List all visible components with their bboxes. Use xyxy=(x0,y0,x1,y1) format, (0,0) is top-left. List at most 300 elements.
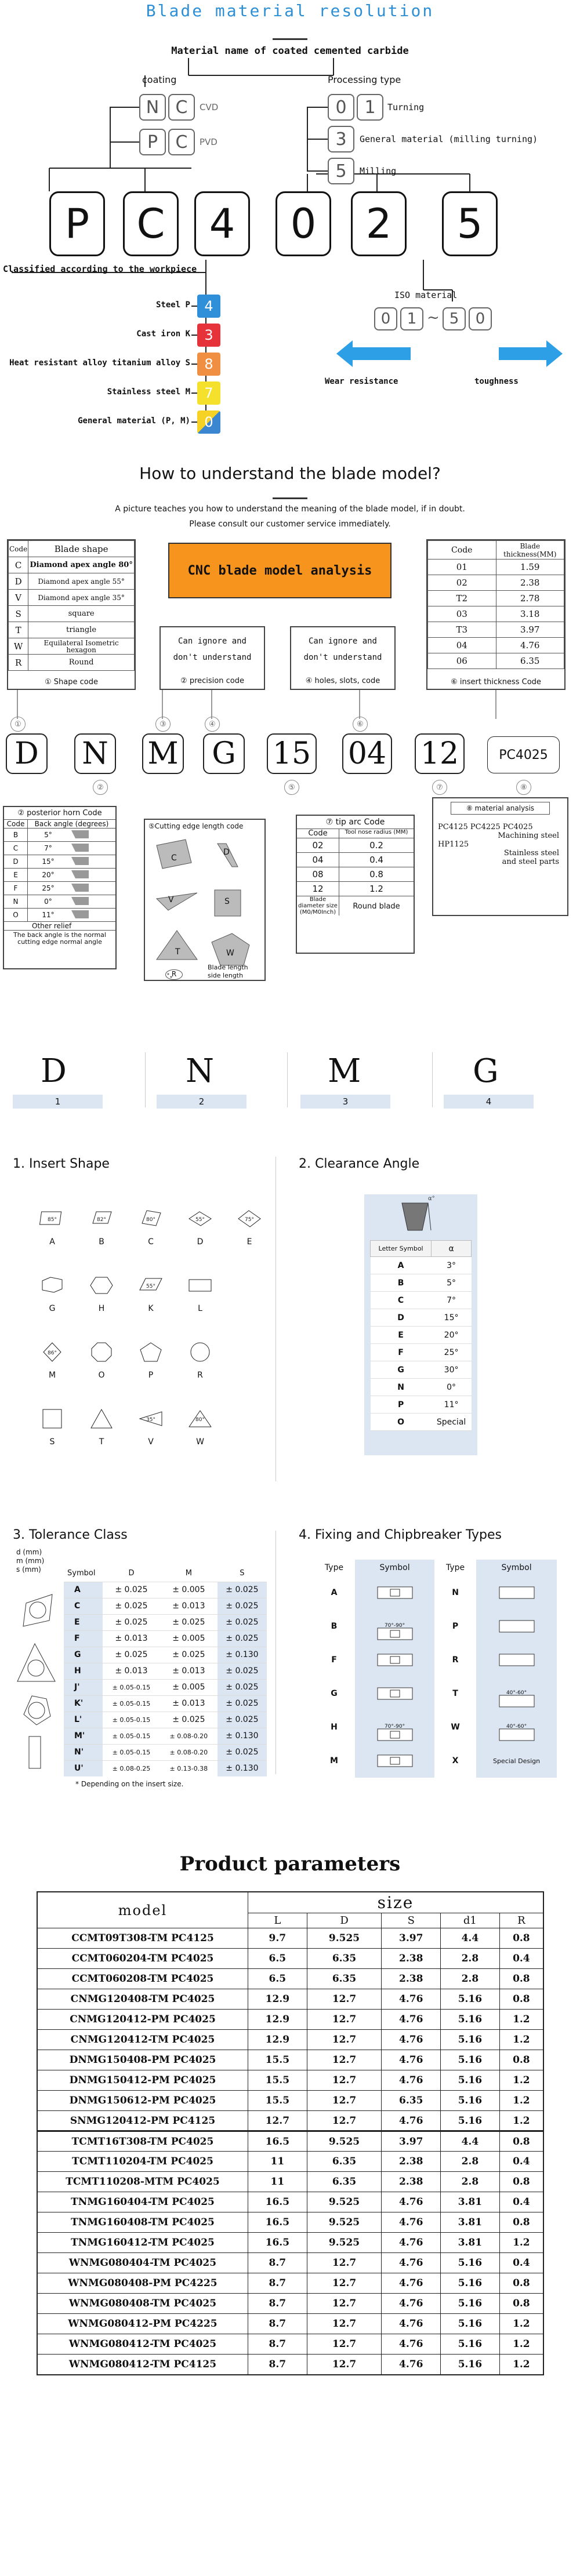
clearance-row xyxy=(371,1327,472,1344)
params-value: 5.16 xyxy=(441,2273,500,2294)
shape-desc: triangle xyxy=(28,622,135,638)
iso-box-1: 1 xyxy=(400,307,423,330)
relief-row xyxy=(4,829,115,842)
tol-val: ± 0.025 xyxy=(115,1618,148,1627)
material-line1: PC4125 PC4225 PC4025 xyxy=(438,823,533,831)
params-model: CCMT060204-TM PC4025 xyxy=(37,1949,248,1969)
material-title: ⑧ material analysis xyxy=(451,802,550,815)
params-model: TNMG160408-TM PC4025 xyxy=(37,2212,248,2233)
tol-sym: J' xyxy=(64,1679,103,1695)
params-value: 2.8 xyxy=(441,1969,500,1989)
params-value: 4.4 xyxy=(441,1928,500,1949)
tip-row xyxy=(297,838,414,853)
tol-val: ± 0.025 xyxy=(172,1650,205,1659)
params-value: 3.81 xyxy=(441,2192,500,2212)
clearance-sym: A xyxy=(371,1257,432,1274)
relief-h-angle: Back angle (degrees) xyxy=(34,820,109,828)
tolerance-row xyxy=(64,1744,267,1760)
understand-underline xyxy=(273,497,307,499)
params-value: 6.35 xyxy=(382,2091,441,2111)
processing-label: Processing type xyxy=(328,74,401,85)
tip-arc-table xyxy=(296,815,415,954)
tol-val: ± 0.130 xyxy=(217,1760,267,1776)
thick-val: 6.35 xyxy=(496,653,564,669)
insert-shape-code: C xyxy=(148,1237,154,1247)
params-model: DNMG150612-PM PC4025 xyxy=(37,2091,248,2111)
tol-val: ± 0.013 xyxy=(172,1601,205,1611)
clearance-h-sym: Letter Symbol xyxy=(371,1241,432,1257)
dnmg-divider-3 xyxy=(432,1052,433,1107)
params-value: 15.5 xyxy=(248,2091,307,2111)
params-value: 12.7 xyxy=(307,2030,382,2050)
insert-shape-code: O xyxy=(98,1371,105,1380)
svg-text:55°: 55° xyxy=(195,1217,205,1223)
clearance-row xyxy=(371,1292,472,1309)
fix-symbol2-icon xyxy=(476,1643,557,1677)
params-value: 12.7 xyxy=(307,2253,382,2273)
clearance-sym: G xyxy=(371,1361,432,1379)
insert-shape-item xyxy=(130,1406,171,1452)
insert-shape-icon xyxy=(229,1206,270,1234)
insert-shape-icon xyxy=(180,1206,220,1234)
params-value: 4.76 xyxy=(382,2111,441,2131)
big-letter-c: C xyxy=(123,191,179,256)
params-value: 12.7 xyxy=(307,2314,382,2334)
relief-code: N xyxy=(4,895,28,908)
tol-h-d: D xyxy=(128,1569,135,1578)
params-row xyxy=(37,2233,543,2253)
params-value: 16.5 xyxy=(248,2192,307,2212)
thick-val: 1.59 xyxy=(496,559,564,575)
model-code-d: D xyxy=(6,733,48,774)
params-value: 1.2 xyxy=(499,2070,543,2091)
insert-shape-title: 1. Insert Shape xyxy=(13,1157,110,1171)
params-row xyxy=(37,2050,543,2070)
model-code-15: 15 xyxy=(267,733,317,774)
params-value: 0.8 xyxy=(499,1989,543,2010)
shape-desc: Equilateral Isometric hexagon xyxy=(28,638,135,655)
params-value: 12.7 xyxy=(307,2273,382,2294)
relief-angle: 20° xyxy=(42,871,55,879)
svg-text:35°: 35° xyxy=(146,1417,155,1423)
thick-val: 2.38 xyxy=(496,575,564,591)
wear-resistance-label: Wear resistance xyxy=(325,377,398,386)
fix-symbol-icon xyxy=(355,1677,434,1710)
tol-h-sym: Symbol xyxy=(67,1569,96,1578)
shape-desc: square xyxy=(28,606,135,622)
params-value: 8.7 xyxy=(248,2314,307,2334)
iso-box-0: 0 xyxy=(374,307,397,330)
clearance-angle: 0° xyxy=(432,1379,472,1396)
params-value: 5.16 xyxy=(441,2253,500,2273)
params-model: DNMG150408-PM PC4025 xyxy=(37,2050,248,2070)
relief-wedge-icon xyxy=(68,895,115,908)
precision-code-box xyxy=(160,626,265,690)
params-col-header: R xyxy=(499,1913,543,1928)
proc-general: General material (milling turning) xyxy=(360,134,538,144)
coating-label: coating xyxy=(142,74,177,85)
params-model: CCMT09T308-TM PC4125 xyxy=(37,1928,248,1949)
insert-shape-code: A xyxy=(49,1237,55,1247)
params-model: WNMG080408-PM PC4225 xyxy=(37,2273,248,2294)
clearance-row xyxy=(371,1414,472,1431)
relief-row xyxy=(4,842,115,855)
workpiece-steel-label: Steel P xyxy=(155,300,190,310)
fix-type2: N xyxy=(452,1588,459,1597)
params-value: 2.38 xyxy=(382,2172,441,2192)
fix-symbol2-icon xyxy=(476,1710,557,1744)
tol-val: ± 0.025 xyxy=(217,1598,267,1614)
insert-shape-code: K xyxy=(148,1304,154,1313)
coating-letter-p: P xyxy=(139,129,166,155)
params-value: 12.7 xyxy=(307,1989,382,2010)
tip-row xyxy=(297,882,414,896)
fix-type2: W xyxy=(451,1723,460,1732)
relief-angle: 0° xyxy=(44,898,52,906)
fix-symbol-icon xyxy=(355,1710,434,1744)
clearance-sym: P xyxy=(371,1396,432,1414)
params-value: 0.8 xyxy=(499,2273,543,2294)
clearance-angle: 3° xyxy=(432,1257,472,1274)
material-line5: and steel parts xyxy=(502,858,559,866)
tolerance-row xyxy=(64,1630,267,1647)
params-value: 4.76 xyxy=(382,2010,441,2030)
fixing-row xyxy=(313,1576,557,1609)
dnmg-num-3: 3 xyxy=(300,1095,390,1109)
tolerance-row xyxy=(64,1695,267,1712)
shape-code: D xyxy=(9,573,28,590)
insert-shape-icon xyxy=(81,1339,122,1367)
clearance-row xyxy=(371,1344,472,1361)
resolution-title: Blade material resolution xyxy=(146,1,434,20)
tolerance-row xyxy=(64,1760,267,1776)
params-model: SNMG120412-PM PC4125 xyxy=(37,2111,248,2131)
svg-text:55°: 55° xyxy=(146,1284,155,1289)
params-value: 12.9 xyxy=(248,2010,307,2030)
thick-code: 03 xyxy=(428,606,496,622)
dnmg-n: N xyxy=(186,1052,214,1090)
insert-shape-icon xyxy=(32,1273,72,1300)
params-value: 5.16 xyxy=(441,2070,500,2091)
insert-shape-item xyxy=(32,1206,72,1252)
understand-title: How to understand the blade model? xyxy=(139,464,441,483)
proc-num-0: 0 xyxy=(328,94,354,121)
params-model: TNMG160412-TM PC4025 xyxy=(37,2233,248,2253)
tol-val: ± 0.025 xyxy=(217,1663,267,1679)
cnc-analysis-banner xyxy=(168,543,392,598)
shape-code: S xyxy=(9,606,28,622)
params-h-size: size xyxy=(248,1892,544,1913)
insert-shape-code: M xyxy=(48,1371,56,1380)
fix-h-type2: Type xyxy=(445,1563,465,1572)
fix-type: H xyxy=(331,1723,338,1732)
thick-code: T3 xyxy=(428,622,496,638)
tol-val: ± 0.013 xyxy=(115,1666,148,1676)
fixing-row xyxy=(313,1643,557,1677)
fix-special: Special Design xyxy=(492,1757,541,1765)
model-code-04: 04 xyxy=(342,733,392,774)
relief-wedge-icon xyxy=(68,882,115,895)
shape-desc: Diamond apex angle 80° xyxy=(28,557,135,573)
params-value: 5.16 xyxy=(441,2111,500,2131)
big-letter-p: P xyxy=(49,191,105,256)
relief-row xyxy=(4,882,115,895)
shape-code: V xyxy=(9,590,28,606)
edge-label-v: V xyxy=(168,895,174,904)
relief-angle: 7° xyxy=(44,844,52,852)
params-value: 4.76 xyxy=(382,2050,441,2070)
tip-radius: 0.2 xyxy=(369,840,383,851)
params-value: 12.7 xyxy=(307,2070,382,2091)
material-line2: Machining steel xyxy=(498,831,559,840)
tolerance-diagrams-icon xyxy=(9,1580,61,1771)
tol-sym: K' xyxy=(64,1695,103,1712)
workpiece-stainless-label: Stainless steel M xyxy=(107,387,190,397)
params-h-model: model xyxy=(37,1892,248,1928)
model-code-n: N xyxy=(74,733,116,774)
iso-material-label: ISO material xyxy=(394,290,458,300)
clearance-angle-icon xyxy=(364,1194,477,1238)
edge-shapes-icon xyxy=(145,835,264,980)
params-value: 5.16 xyxy=(441,2010,500,2030)
shape-caption: ① Shape code xyxy=(45,678,98,686)
params-value: 12.7 xyxy=(307,2294,382,2314)
fix-h-symbol2: Symbol xyxy=(476,1560,557,1576)
workpiece-general-code: 0 xyxy=(197,410,220,434)
fix-symbol-icon xyxy=(355,1744,434,1778)
model-code-12: 12 xyxy=(415,733,465,774)
insert-shape-code: G xyxy=(49,1304,56,1313)
relief-row xyxy=(4,855,115,869)
thick-code: 06 xyxy=(428,653,496,669)
big-letter-0: 0 xyxy=(276,191,331,256)
clearance-sym: E xyxy=(371,1327,432,1344)
tol-val: ± 0.05-0.15 xyxy=(112,1716,151,1724)
fix-symbol-icon xyxy=(355,1609,434,1643)
toughness-label: toughness xyxy=(474,377,519,386)
clearance-sym: B xyxy=(371,1274,432,1292)
fix-symbol2-note: 40°-60° xyxy=(506,1690,527,1696)
relief-wedge-icon xyxy=(68,909,115,921)
params-value: 0.4 xyxy=(499,2192,543,2212)
clearance-angle: 30° xyxy=(432,1361,472,1379)
insert-shape-item xyxy=(32,1406,72,1452)
model-code-m: M xyxy=(142,733,184,774)
tol-val: ± 0.08-0.20 xyxy=(169,1748,208,1756)
params-value: 3.81 xyxy=(441,2212,500,2233)
fix-type: B xyxy=(331,1622,338,1631)
clearance-sym: O xyxy=(371,1414,432,1431)
tip-code: 02 xyxy=(297,838,339,852)
fix-symbol2-icon xyxy=(476,1609,557,1643)
params-model: CNMG120412-TM PC4025 xyxy=(37,2030,248,2050)
marker-6: ⑥ xyxy=(353,717,368,732)
insert-shape-item xyxy=(130,1339,171,1386)
tolerance-row xyxy=(64,1647,267,1663)
insert-shape-code: L xyxy=(198,1304,202,1313)
clearance-title: 2. Clearance Angle xyxy=(299,1157,420,1171)
params-value: 16.5 xyxy=(248,2212,307,2233)
thick-h-code: Code xyxy=(428,541,496,559)
params-value: 11 xyxy=(248,2152,307,2172)
params-row xyxy=(37,2172,543,2192)
tolerance-row xyxy=(64,1598,267,1614)
insert-shape-code: H xyxy=(98,1304,105,1313)
clearance-row xyxy=(371,1274,472,1292)
tolerance-legend xyxy=(16,1548,44,1574)
pvd-label: PVD xyxy=(200,137,217,147)
params-value: 4.76 xyxy=(382,2355,441,2375)
material-analysis-box xyxy=(432,797,568,916)
tol-h-m: M xyxy=(185,1569,192,1578)
workpiece-heat-label: Heat resistant alloy titanium alloy S xyxy=(9,358,190,368)
tol-val: ± 0.005 xyxy=(172,1585,205,1594)
workpiece-general-label: General material (P, M) xyxy=(78,416,190,426)
dnmg-num-1: 1 xyxy=(13,1095,103,1109)
params-value: 16.5 xyxy=(248,2233,307,2253)
params-row xyxy=(37,1989,543,2010)
params-model: CNMG120408-TM PC4025 xyxy=(37,1989,248,2010)
params-value: 11 xyxy=(248,2172,307,2192)
fixing-panel xyxy=(313,1560,557,1778)
clearance-angle: Special xyxy=(432,1414,472,1431)
tol-sym: L' xyxy=(64,1712,103,1728)
cnc-analysis-label: CNC blade model analysis xyxy=(187,563,372,578)
fix-type: G xyxy=(331,1689,338,1698)
workpiece-cast-iron-code: 3 xyxy=(197,324,220,347)
relief-row xyxy=(4,869,115,882)
dnmg-d: D xyxy=(41,1052,67,1090)
coating-letter-c2: C xyxy=(168,129,195,155)
params-value: 4.76 xyxy=(382,2273,441,2294)
thick-code: T2 xyxy=(428,591,496,606)
coating-letter-n: N xyxy=(139,94,166,121)
tol-sym: F xyxy=(64,1630,103,1647)
tol-sym: G xyxy=(64,1647,103,1663)
params-row xyxy=(37,2030,543,2050)
clearance-row xyxy=(371,1309,472,1327)
params-value: 8.7 xyxy=(248,2253,307,2273)
params-value: 4.76 xyxy=(382,2192,441,2212)
params-value: 6.5 xyxy=(248,1969,307,1989)
params-value: 12.7 xyxy=(307,2091,382,2111)
params-value: 9.525 xyxy=(307,2233,382,2253)
params-value: 3.97 xyxy=(382,2131,441,2152)
cvd-label: CVD xyxy=(200,102,219,112)
params-value: 2.38 xyxy=(382,1949,441,1969)
params-value: 5.16 xyxy=(441,2091,500,2111)
tol-val: ± 0.05-0.15 xyxy=(112,1683,151,1691)
params-model: CCMT060208-TM PC4025 xyxy=(37,1969,248,1989)
tol-val: ± 0.130 xyxy=(217,1647,267,1663)
clearance-sym: N xyxy=(371,1379,432,1396)
params-value: 2.8 xyxy=(441,1949,500,1969)
tolerance-row xyxy=(64,1582,267,1598)
params-value: 15.5 xyxy=(248,2070,307,2091)
relief-angle: 15° xyxy=(42,858,55,866)
insert-shape-grid xyxy=(32,1206,254,1467)
thickness-code-table xyxy=(426,539,566,690)
params-value: 12.7 xyxy=(307,2050,382,2070)
fixing-row xyxy=(313,1710,557,1744)
tol-sym: N' xyxy=(64,1744,103,1760)
tol-val: ± 0.025 xyxy=(217,1614,267,1630)
fixing-row xyxy=(313,1677,557,1710)
tol-val: ± 0.025 xyxy=(115,1585,148,1594)
params-row xyxy=(37,2314,543,2334)
params-value: 4.76 xyxy=(382,1989,441,2010)
relief-code: O xyxy=(4,909,28,921)
proc-num-3: 3 xyxy=(328,126,354,152)
fix-type2: R xyxy=(452,1655,459,1665)
holes-code-box xyxy=(290,626,396,690)
params-value: 5.16 xyxy=(441,2294,500,2314)
insert-shape-item xyxy=(32,1339,72,1386)
params-model: WNMG080412-PM PC4225 xyxy=(37,2314,248,2334)
marker-2: ② xyxy=(93,780,108,795)
params-value: 6.35 xyxy=(307,1949,382,1969)
coating-letter-c: C xyxy=(168,94,195,121)
insert-shape-item xyxy=(81,1206,122,1252)
tol-sym: M' xyxy=(64,1728,103,1744)
params-col-header: d1 xyxy=(441,1913,500,1928)
tol-sym: H xyxy=(64,1663,103,1679)
insert-shape-code: V xyxy=(148,1437,154,1447)
tip-h-code: Code xyxy=(297,829,339,838)
params-value: 8.7 xyxy=(248,2294,307,2314)
fix-symbol2-icon xyxy=(476,1677,557,1710)
svg-text:82°: 82° xyxy=(97,1217,106,1223)
params-value: 5.16 xyxy=(441,2030,500,2050)
svg-text:α°: α° xyxy=(428,1196,435,1202)
params-value: 1.2 xyxy=(499,2091,543,2111)
svg-text:85°: 85° xyxy=(48,1217,57,1223)
params-value: 9.525 xyxy=(307,2192,382,2212)
clearance-angle: 5° xyxy=(432,1274,472,1292)
params-value: 12.9 xyxy=(248,1989,307,2010)
fix-symbol2-icon xyxy=(476,1744,557,1778)
model-code-material: PC4025 xyxy=(487,736,560,773)
params-value: 12.9 xyxy=(248,2030,307,2050)
fix-symbol-note: 70°-90° xyxy=(384,1723,405,1730)
clearance-angle: 15° xyxy=(432,1309,472,1327)
fix-type2: T xyxy=(452,1689,458,1698)
insert-shape-icon xyxy=(180,1273,220,1300)
relief-wedge-icon xyxy=(68,842,115,855)
params-value: 5.16 xyxy=(441,2314,500,2334)
params-model: TCMT110204-TM PC4025 xyxy=(37,2152,248,2172)
insert-shape-icon xyxy=(180,1339,220,1367)
insert-shape-code: E xyxy=(246,1237,252,1247)
tol-legend-d: d (mm) xyxy=(16,1548,42,1556)
tip-code: 12 xyxy=(297,882,339,896)
thick-val: 4.76 xyxy=(496,638,564,653)
params-value: 0.8 xyxy=(499,2212,543,2233)
params-value: 12.7 xyxy=(307,2010,382,2030)
insert-shape-icon xyxy=(81,1206,122,1234)
params-model: WNMG080412-TM PC4125 xyxy=(37,2355,248,2375)
edge-title: ⑤Cutting edge length code xyxy=(148,822,244,830)
marker-5: ⑤ xyxy=(284,780,299,795)
insert-shape-icon xyxy=(32,1406,72,1434)
params-value: 9.525 xyxy=(307,2212,382,2233)
fix-symbol-icon xyxy=(355,1643,434,1677)
proc-num-1: 1 xyxy=(357,94,383,121)
understand-sub1: A picture teaches you how to understand the meaning of the blade model, if in doubt. xyxy=(115,504,465,514)
params-value: 1.2 xyxy=(499,2355,543,2375)
edge-label-r: R xyxy=(165,969,183,980)
material-line3: HP1125 xyxy=(438,840,469,849)
